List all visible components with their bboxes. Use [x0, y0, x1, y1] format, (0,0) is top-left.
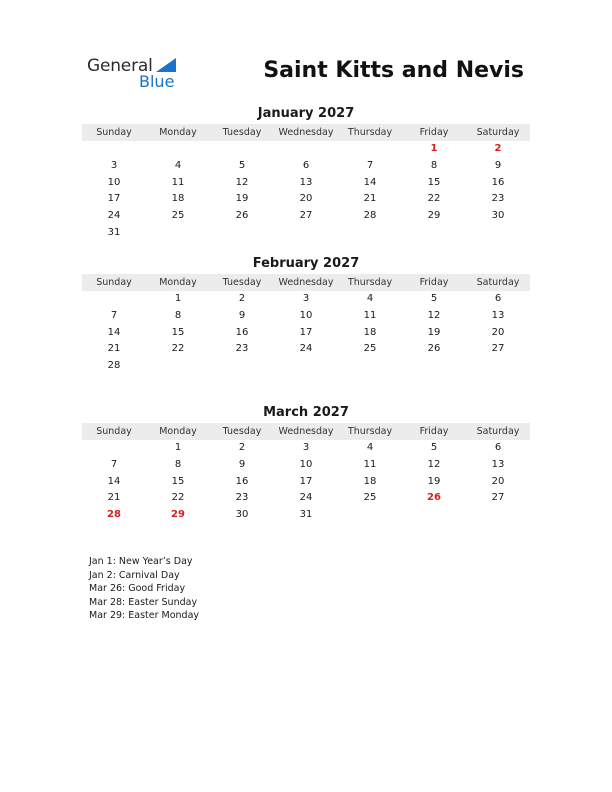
day-cell: 6 [494, 442, 502, 453]
day-cell: 17 [299, 475, 313, 487]
weekday-label: Tuesday [222, 277, 262, 288]
week-row [82, 341, 530, 358]
day-cell: 25 [363, 343, 377, 355]
day-cell: 24 [107, 210, 121, 222]
day-cell: 6 [302, 159, 310, 171]
day-cell: 18 [363, 475, 377, 487]
day-cell: 2 [238, 442, 246, 453]
day-cell: 1 [174, 442, 182, 453]
empty-day-cell [82, 291, 146, 308]
day-cell: 5 [238, 159, 246, 171]
day-cell: 24 [299, 492, 313, 504]
empty-day-cell [274, 358, 338, 375]
day-cell: 27 [491, 492, 505, 504]
day-cell: 20 [299, 193, 313, 205]
day-cell: 12 [427, 458, 441, 470]
day-cell: 12 [427, 309, 441, 321]
day-cell: 6 [494, 293, 502, 304]
day-cell: 14 [363, 176, 377, 188]
holiday-day-cell: 2 [494, 143, 502, 154]
empty-day-cell [210, 358, 274, 375]
month-title: March 2027 [263, 405, 349, 420]
empty-day-cell [402, 507, 466, 524]
day-cell: 10 [299, 309, 313, 321]
logo-triangle-icon [156, 58, 176, 72]
weekday-header-row [82, 274, 530, 291]
week-row [82, 474, 530, 491]
day-cell: 26 [235, 210, 249, 222]
holiday-item: Mar 26: Good Friday [89, 583, 186, 595]
weekday-label: Friday [419, 426, 449, 437]
generalblue-logo [87, 56, 197, 92]
day-cell: 27 [491, 343, 505, 355]
empty-day-cell [146, 141, 210, 158]
weekday-header-row [82, 423, 530, 440]
day-cell: 17 [107, 193, 121, 205]
day-cell: 5 [430, 293, 438, 304]
day-cell: 7 [110, 309, 118, 321]
day-cell: 20 [491, 326, 505, 338]
empty-day-cell [82, 440, 146, 457]
empty-day-cell [338, 358, 402, 375]
day-cell: 11 [171, 176, 185, 188]
empty-day-cell [338, 225, 402, 242]
empty-day-cell [466, 225, 530, 242]
week-row [82, 308, 530, 325]
holiday-day-cell: 26 [427, 492, 441, 504]
day-cell: 3 [302, 293, 310, 304]
holiday-day-cell: 29 [171, 509, 185, 521]
holiday-item: Mar 28: Easter Sunday [89, 596, 198, 608]
day-cell: 14 [107, 326, 121, 338]
page-title: Saint Kitts and Nevis [263, 58, 524, 83]
empty-day-cell [402, 225, 466, 242]
weekday-label: Friday [419, 277, 449, 288]
day-cell: 8 [174, 458, 182, 470]
day-cell: 22 [427, 193, 441, 205]
empty-day-cell [466, 358, 530, 375]
empty-day-cell [338, 141, 402, 158]
weekday-label: Monday [159, 277, 197, 288]
logo-general-text: General [87, 56, 153, 76]
day-cell: 19 [427, 475, 441, 487]
empty-day-cell [210, 225, 274, 242]
weekday-label: Saturday [476, 277, 520, 288]
day-cell: 23 [491, 193, 505, 205]
day-cell: 4 [366, 442, 374, 453]
empty-day-cell [146, 358, 210, 375]
week-row [82, 490, 530, 507]
empty-day-cell [146, 225, 210, 242]
day-cell: 10 [299, 458, 313, 470]
weekday-label: Wednesday [278, 277, 334, 288]
day-cell: 16 [235, 475, 249, 487]
day-cell: 25 [363, 492, 377, 504]
day-cell: 7 [110, 458, 118, 470]
day-cell: 28 [107, 360, 121, 372]
day-cell: 11 [363, 309, 377, 321]
day-cell: 13 [491, 458, 505, 470]
day-cell: 31 [299, 509, 313, 521]
holiday-item: Jan 1: New Year’s Day [89, 556, 193, 567]
weekday-label: Monday [159, 127, 197, 138]
month-title: February 2027 [252, 256, 360, 271]
day-cell: 24 [299, 343, 313, 355]
day-cell: 21 [107, 492, 121, 504]
month-january [82, 106, 530, 242]
empty-day-cell [402, 358, 466, 375]
empty-day-cell [274, 225, 338, 242]
day-cell: 20 [491, 475, 505, 487]
holiday-day-cell: 28 [107, 509, 121, 521]
day-cell: 21 [107, 343, 121, 355]
logo-blue-text: Blue [139, 72, 175, 91]
empty-day-cell [82, 141, 146, 158]
weekday-header-row [82, 124, 530, 141]
day-cell: 22 [171, 343, 185, 355]
day-cell: 18 [171, 193, 185, 205]
day-cell: 17 [299, 326, 313, 338]
holiday-list [89, 555, 199, 623]
day-cell: 26 [427, 343, 441, 355]
day-cell: 31 [107, 226, 121, 238]
day-cell: 10 [107, 176, 121, 188]
day-cell: 16 [235, 326, 249, 338]
weekday-label: Sunday [96, 277, 132, 288]
day-cell: 18 [363, 326, 377, 338]
empty-day-cell [274, 141, 338, 158]
day-cell: 19 [235, 193, 249, 205]
weekday-label: Saturday [476, 127, 520, 138]
day-cell: 23 [235, 343, 249, 355]
day-cell: 1 [174, 293, 182, 304]
weekday-label: Tuesday [222, 426, 262, 437]
day-cell: 3 [302, 442, 310, 453]
day-cell: 12 [235, 176, 249, 188]
day-cell: 25 [171, 210, 185, 222]
day-cell: 29 [427, 210, 441, 222]
day-cell: 15 [171, 326, 185, 338]
week-row [82, 457, 530, 474]
day-cell: 16 [491, 176, 505, 188]
weekday-label: Sunday [96, 426, 132, 437]
day-cell: 7 [366, 159, 374, 171]
weekday-label: Thursday [347, 277, 393, 288]
week-row [82, 325, 530, 342]
day-cell: 30 [491, 210, 505, 222]
day-cell: 22 [171, 492, 185, 504]
weekday-label: Tuesday [222, 127, 262, 138]
holiday-item: Mar 29: Easter Monday [89, 610, 200, 622]
week-row [82, 208, 530, 225]
weekday-label: Saturday [476, 426, 520, 437]
week-row [82, 225, 530, 242]
day-cell: 5 [430, 442, 438, 453]
day-cell: 11 [363, 458, 377, 470]
day-cell: 8 [174, 309, 182, 321]
day-cell: 13 [491, 309, 505, 321]
day-cell: 15 [171, 475, 185, 487]
day-cell: 4 [366, 293, 374, 304]
empty-day-cell [466, 507, 530, 524]
weekday-label: Thursday [347, 127, 393, 138]
day-cell: 28 [363, 210, 377, 222]
weekday-label: Thursday [347, 426, 393, 437]
day-cell: 3 [110, 159, 118, 171]
day-cell: 23 [235, 492, 249, 504]
day-cell: 13 [299, 176, 313, 188]
week-row [82, 358, 530, 375]
weekday-label: Friday [419, 127, 449, 138]
day-cell: 27 [299, 210, 313, 222]
empty-day-cell [210, 141, 274, 158]
week-row [82, 440, 530, 457]
weekday-label: Wednesday [278, 127, 334, 138]
day-cell: 9 [238, 309, 246, 321]
week-row [82, 175, 530, 192]
day-cell: 4 [174, 159, 182, 171]
day-cell: 15 [427, 176, 441, 188]
weekday-label: Sunday [96, 127, 132, 138]
week-row [82, 141, 530, 158]
day-cell: 14 [107, 475, 121, 487]
day-cell: 9 [238, 458, 246, 470]
day-cell: 21 [363, 193, 377, 205]
weekday-label: Monday [159, 426, 197, 437]
week-row [82, 191, 530, 208]
day-cell: 30 [235, 509, 249, 521]
month-february [82, 256, 530, 375]
week-row [82, 507, 530, 524]
holiday-day-cell: 1 [430, 143, 438, 154]
week-row [82, 291, 530, 308]
week-row [82, 158, 530, 175]
empty-day-cell [338, 507, 402, 524]
day-cell: 9 [494, 159, 502, 171]
month-march [82, 405, 530, 524]
day-cell: 2 [238, 293, 246, 304]
day-cell: 19 [427, 326, 441, 338]
holiday-item: Jan 2: Carnival Day [89, 569, 180, 581]
weekday-label: Wednesday [278, 426, 334, 437]
day-cell: 8 [430, 159, 438, 171]
month-title: January 2027 [257, 106, 355, 121]
